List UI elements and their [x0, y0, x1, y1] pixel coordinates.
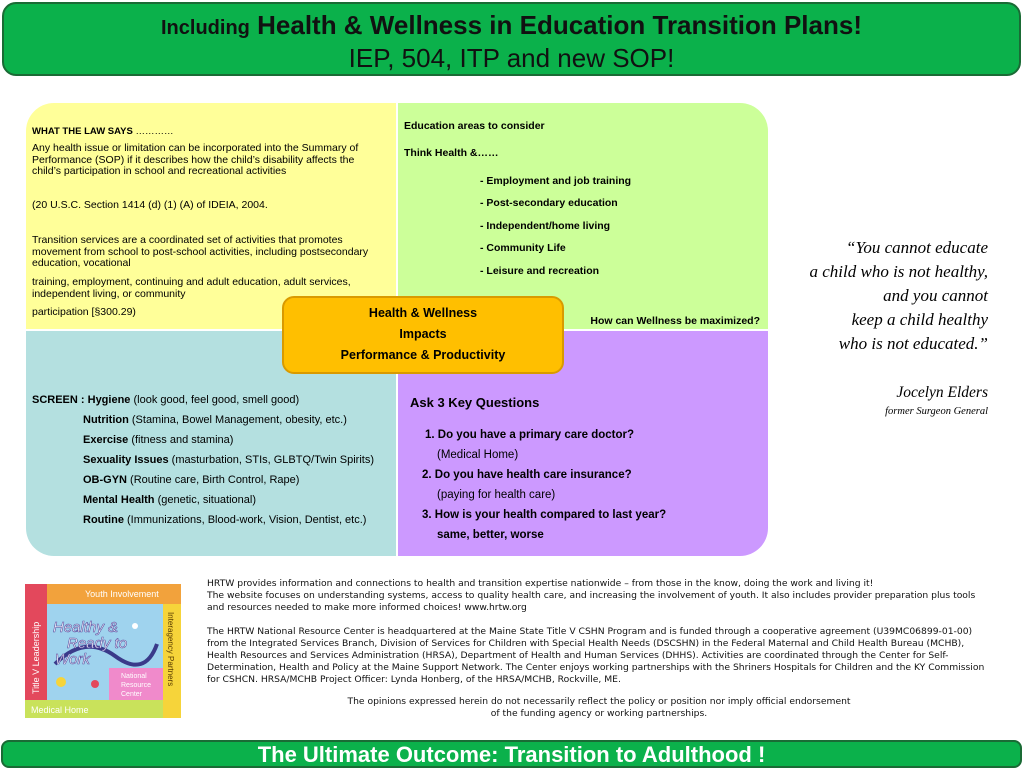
logo-nrc-text-2: Resource: [121, 682, 151, 689]
law-paragraph-4: training, employment, continuing and adult education, adult services, independent living, or community: [32, 276, 351, 300]
screen-term: Routine: [83, 514, 124, 526]
logo-medical-home-text: Medical Home: [31, 705, 89, 715]
logo-ready-text: Ready to: [67, 635, 128, 652]
screen-term: Hygiene: [87, 394, 131, 406]
screen-term: Mental Health: [83, 494, 155, 506]
answer-1: (Medical Home): [437, 449, 519, 461]
logo-nrc-text-3: Center: [121, 691, 143, 698]
screen-desc: (genetic, situational): [154, 494, 257, 506]
puzzle-logo-graphic: [25, 584, 181, 718]
title-banner: [2, 2, 1021, 76]
screen-row-mental-health: [83, 494, 256, 507]
health-wellness-box: [282, 296, 564, 374]
screen-row-obgyn: [83, 474, 299, 487]
footer-banner: [1, 740, 1022, 768]
screen-label: SCREEN :: [32, 394, 85, 406]
law-heading-dots: …………: [135, 126, 174, 137]
info-paragraph-1a: HRTW provides information and connections to health and transition expertise nationwide – from those in the know, doing the work and living it!: [207, 578, 874, 589]
law-heading: [32, 126, 173, 137]
screen-term: Exercise: [83, 434, 129, 446]
screen-row-exercise: [83, 434, 233, 447]
wellness-maximized-label: How can Wellness be maximized?: [590, 315, 760, 327]
education-heading: Education areas to consider: [404, 120, 545, 132]
quote-line: keep a child healthy: [851, 310, 988, 329]
law-paragraph-5: participation [§300.29): [32, 306, 136, 318]
law-paragraph-2: (20 U.S.C. Section 1414 (d) (1) (A) of IDEIA, 2004.: [32, 199, 268, 211]
quote-author-role: former Surgeon General: [885, 406, 988, 417]
center-line-2: Impacts: [399, 327, 447, 341]
quote-line: and you cannot: [883, 286, 988, 305]
center-line-3: Performance & Productivity: [340, 348, 506, 362]
education-area-item: - Post-secondary education: [480, 197, 618, 209]
law-paragraph-3: Transition services are a coordinated set of activities that promotes movement from school to post-school activities, including postsecondary education, vocational: [32, 234, 369, 269]
hrtw-logo: [25, 584, 181, 718]
logo-nrc-text-1: National: [121, 673, 147, 680]
screen-row-routine: [83, 514, 366, 527]
law-heading-text: WHAT THE LAW SAYS: [32, 126, 133, 137]
quote-line: who is not educated.”: [838, 334, 988, 353]
answer-3: same, better, worse: [437, 529, 544, 541]
logo-interagency-text: Interagency Partners: [166, 612, 175, 687]
law-paragraph-1: Any health issue or limitation can be incorporated into the Summary of Performance (SOP) if it describes how the child’s disability affects the child’s participation in school and recreational activities: [32, 142, 359, 177]
screen-desc: (Stamina, Bowel Management, obesity, etc.): [128, 414, 347, 426]
education-area-item: - Community Life: [480, 242, 566, 254]
info-paragraph-2: The HRTW National Resource Center is headquartered at the Maine State Title V CSHN Program and is funded through a cooperative agreement (U39MC06899-01-00) from the Integrated Services Branch, Division of Services for Children with Special Health Needs (DSCSHN) in the Federal Maternal and Child Health Bureau (MCHB), Health Resources and Services Administration (HRSA), Department of Health and Human Services (DHHS). Activities are coordinated through the Center for Self-Determination, Health and Policy at the Maine Support Network. The Center enjoys working partnerships with the Shriners Hospitals for Children and the KY Commission for CSHCN. HRSA/MCHB Project Officer: Lynda Honberg, of the HRSA/MCHB, Rockville, ME.: [207, 626, 985, 685]
screen-desc: (look good, feel good, smell good): [130, 394, 300, 406]
screen-desc: (masturbation, STIs, GLBTQ/Twin Spirits): [168, 454, 374, 466]
screen-desc: (Immunizations, Blood-work, Vision, Dentist, etc.): [123, 514, 367, 526]
center-line-1: Health & Wellness: [368, 306, 478, 320]
logo-youth-text: Youth Involvement: [85, 589, 159, 599]
screen-row-sexuality: [83, 454, 374, 467]
screen-term: OB-GYN: [83, 474, 127, 486]
screen-desc: (fitness and stamina): [128, 434, 234, 446]
question-3: 3. How is your health compared to last year?: [422, 509, 667, 521]
title-main: Health & Wellness in Education Transition Plans!: [257, 10, 862, 40]
quote-line: a child who is not healthy,: [809, 262, 988, 281]
screen-row-hygiene: [32, 394, 299, 407]
title-prefix: Including: [161, 17, 250, 39]
think-health-label: Think Health &……: [404, 147, 499, 159]
page-title: [4, 10, 1019, 43]
quote-line: “You cannot educate: [846, 238, 988, 257]
logo-healthy-text: Healthy &: [53, 619, 119, 636]
screen-row-nutrition: [83, 414, 347, 427]
info-disclaimer-1: The opinions expressed herein do not necessarily reflect the policy or position nor imply official endorsement: [347, 696, 851, 707]
quote-author: Jocelyn Elders: [896, 384, 988, 401]
info-disclaimer-2: of the funding agency or working partnerships.: [490, 708, 708, 719]
logo-leadership-text: Title V Leadership: [31, 621, 41, 694]
logo-work-text: Work: [55, 651, 90, 668]
questions-heading: Ask 3 Key Questions: [410, 395, 540, 410]
screen-term: Sexuality Issues: [83, 454, 169, 466]
education-area-item: - Leisure and recreation: [480, 265, 600, 277]
screen-term: Nutrition: [83, 414, 129, 426]
info-paragraph-1b: The website focuses on understanding systems, access to quality health care, and increasing the involvement of youth. It also includes provider preparation plus tools and resources needed to make more informed choices! www.hrtw.org: [207, 590, 976, 613]
answer-2: (paying for health care): [437, 489, 556, 501]
screen-desc: (Routine care, Birth Control, Rape): [127, 474, 300, 486]
education-area-item: - Independent/home living: [480, 220, 611, 232]
quote-block: [758, 236, 988, 356]
education-area-item: - Employment and job training: [480, 175, 632, 187]
question-2: 2. Do you have health care insurance?: [422, 469, 632, 481]
question-1: 1. Do you have a primary care doctor?: [425, 429, 634, 441]
page-subtitle: IEP, 504, ITP and new SOP!: [348, 43, 675, 73]
footer-text: The Ultimate Outcome: Transition to Adulthood !: [257, 742, 766, 767]
